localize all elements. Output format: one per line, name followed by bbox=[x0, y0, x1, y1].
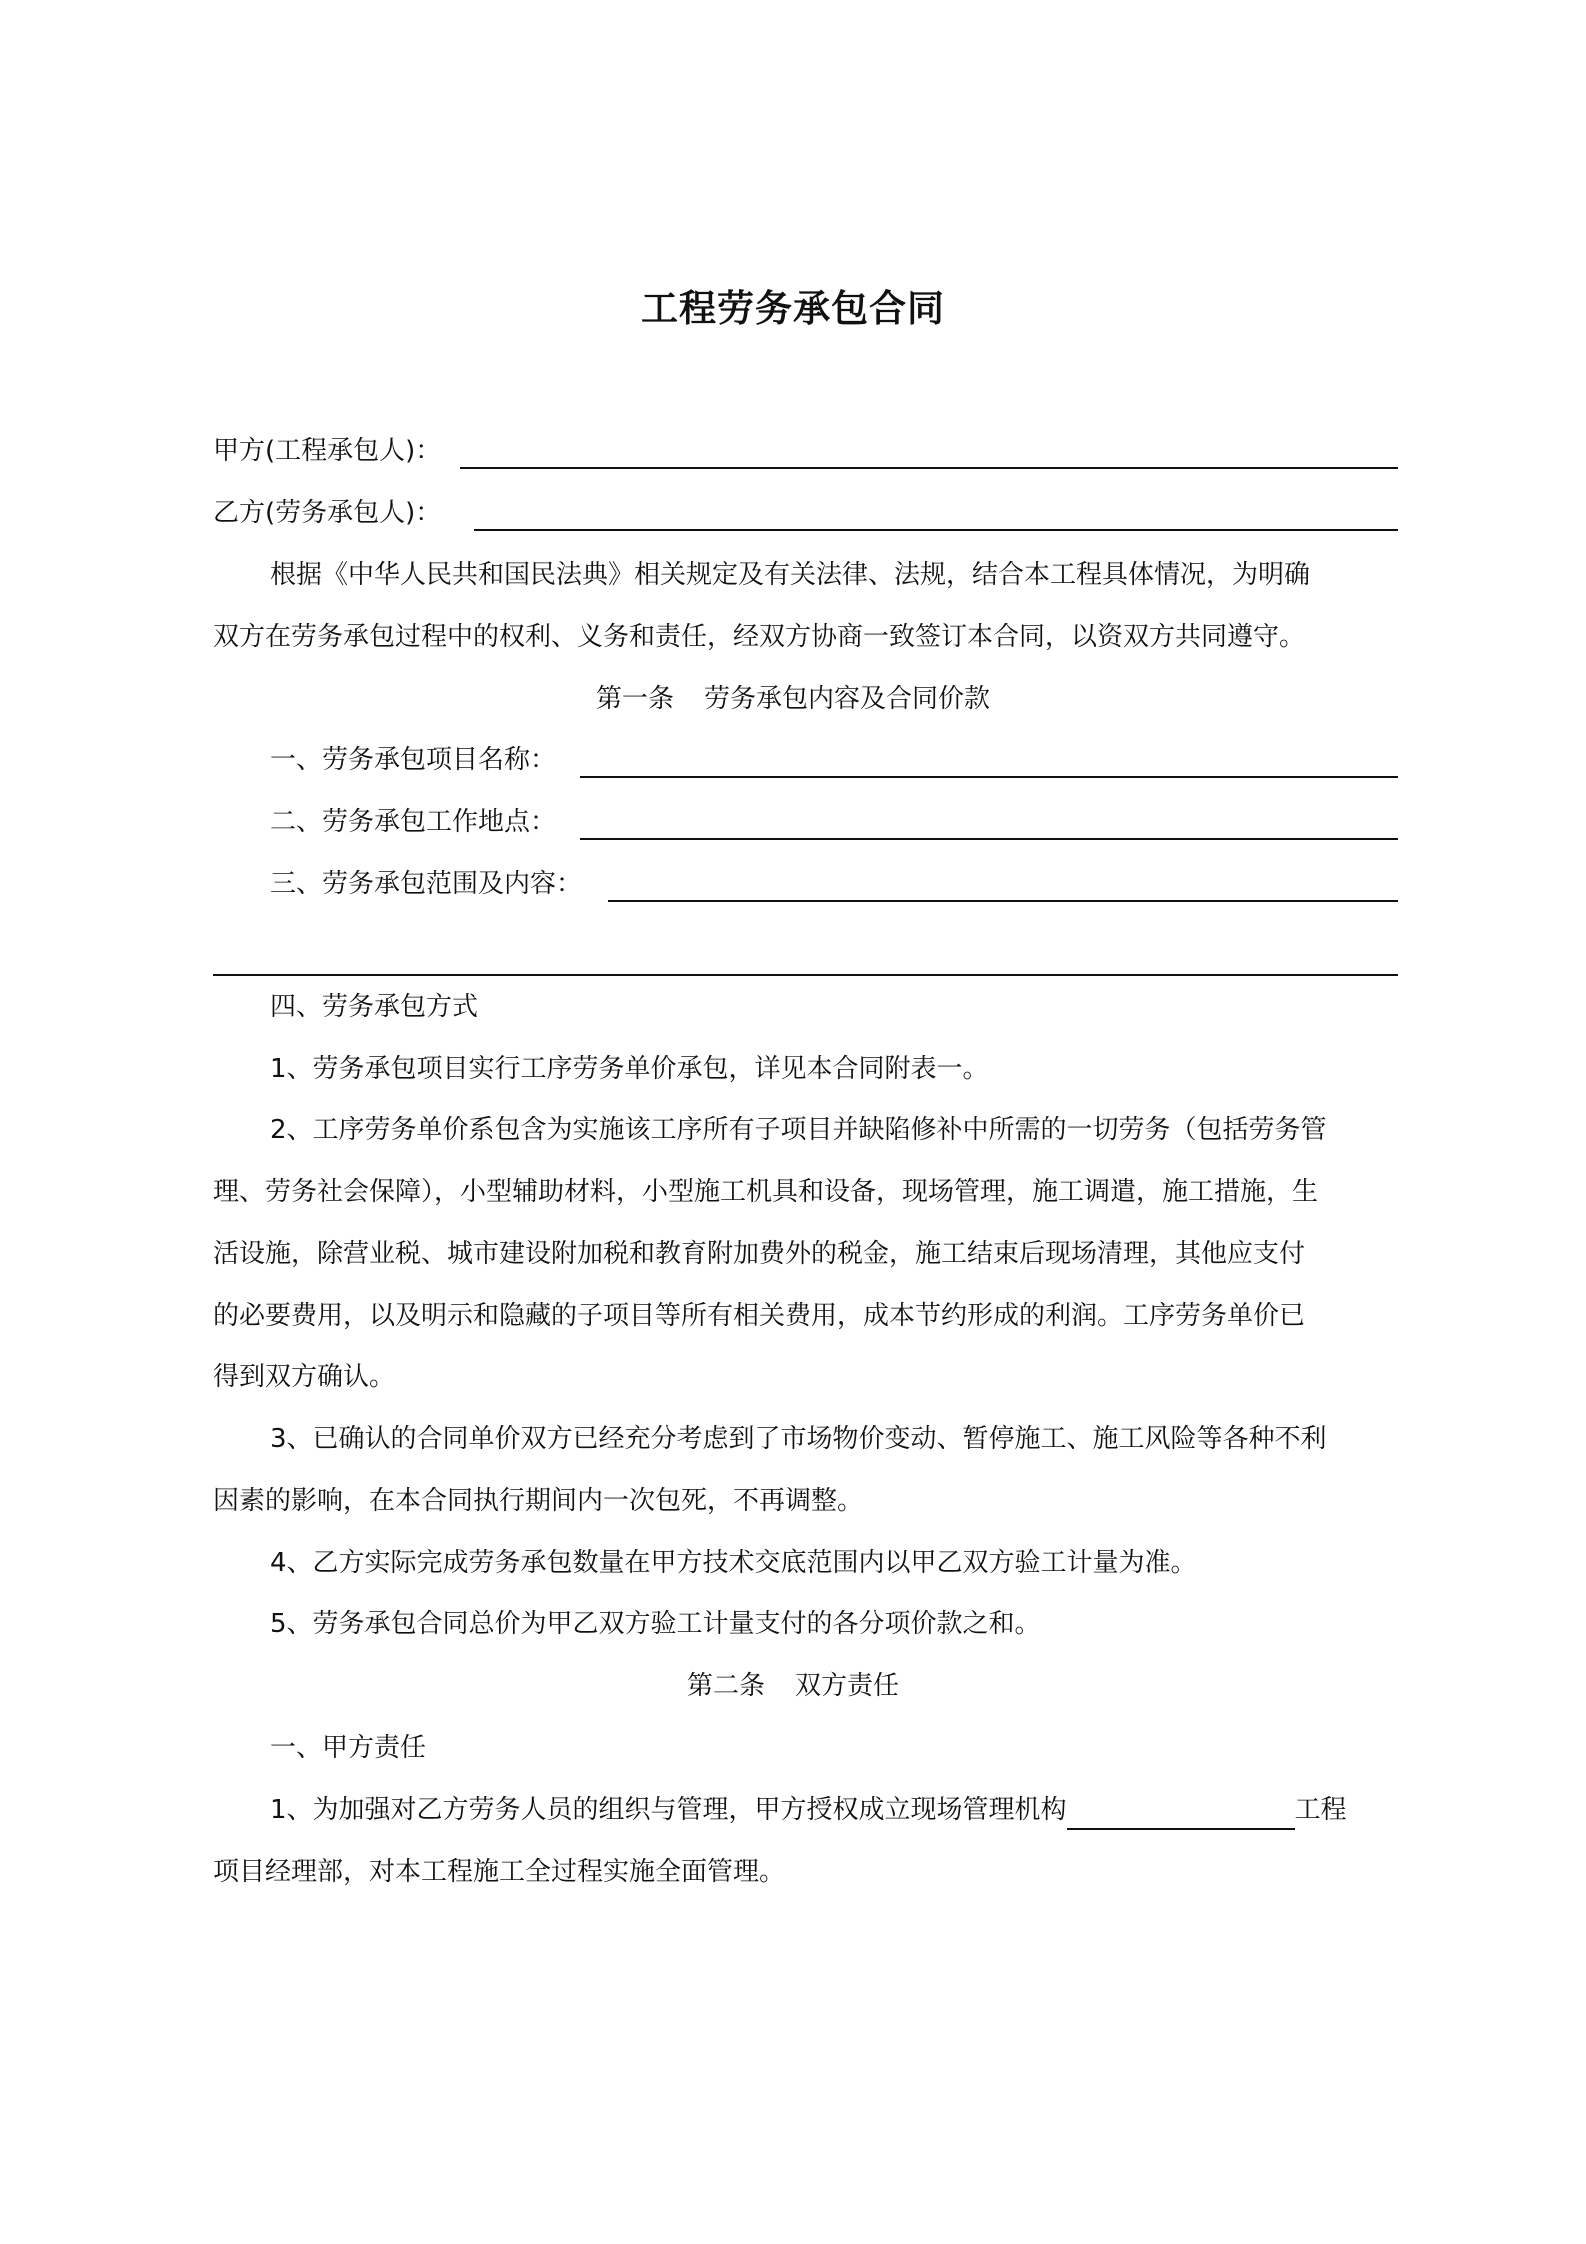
article-1-title: 劳务承包内容及合同价款 bbox=[704, 684, 991, 714]
party-a-label: 甲方(工程承包人)： bbox=[213, 436, 442, 466]
clause-1-2-line-4: 的必要费用，以及明示和隐藏的子项目等所有相关费用，成本节约形成的利润。工序劳务单价已 bbox=[213, 1301, 1306, 1331]
item-contract-method: 四、劳务承包方式 bbox=[270, 992, 479, 1022]
article-2-number: 第二条 bbox=[686, 1671, 765, 1701]
preamble-line-2: 双方在劳务承包过程中的权利、义务和责任，经双方协商一致签订本合同，以资双方共同遵守。 bbox=[213, 622, 1306, 652]
scope-field[interactable] bbox=[608, 900, 1398, 902]
clause-2-1-suffix: 工程 bbox=[1294, 1795, 1347, 1825]
clause-1-1: 1、劳务承包项目实行工序劳务单价承包，详见本合同附表一。 bbox=[270, 1054, 989, 1084]
item-project-name-label: 一、劳务承包项目名称： bbox=[270, 745, 557, 775]
item-scope-label: 三、劳务承包范围及内容： bbox=[270, 869, 583, 899]
clause-2-1-line-2: 项目经理部，对本工程施工全过程实施全面管理。 bbox=[213, 1857, 786, 1887]
clause-1-3-line-1: 3、已确认的合同单价双方已经充分考虑到了市场物价变动、暂停施工、施工风险等各种不利 bbox=[270, 1424, 1327, 1454]
work-location-field[interactable] bbox=[580, 838, 1398, 840]
party-b-field[interactable] bbox=[474, 529, 1398, 531]
clause-1-4: 4、乙方实际完成劳务承包数量在甲方技术交底范围内以甲乙双方验工计量为准。 bbox=[270, 1548, 1197, 1578]
clause-1-2-line-3: 活设施，除营业税、城市建设附加税和教育附加费外的税金，施工结束后现场清理，其他应支付 bbox=[213, 1239, 1306, 1269]
clause-1-2-line-5: 得到双方确认。 bbox=[213, 1362, 396, 1392]
article-1-heading bbox=[0, 679, 1586, 719]
clause-1-2-line-2: 理、劳务社会保障），小型辅助材料，小型施工机具和设备，现场管理，施工调遣，施工措施，生 bbox=[213, 1177, 1319, 1207]
clause-1-2-line-1: 2、工序劳务单价系包含为实施该工序所有子项目并缺陷修补中所需的一切劳务（包括劳务管 bbox=[270, 1115, 1327, 1145]
clause-2-1-line-1 bbox=[270, 1790, 1347, 1830]
management-body-field[interactable] bbox=[1067, 1798, 1295, 1830]
scope-field-line-2[interactable] bbox=[213, 974, 1398, 976]
preamble-line-1: 根据《中华人民共和国民法典》相关规定及有关法律、法规，结合本工程具体情况，为明确 bbox=[270, 560, 1311, 590]
party-a-responsibility-heading: 一、甲方责任 bbox=[270, 1733, 427, 1763]
project-name-field[interactable] bbox=[580, 776, 1398, 778]
article-2-heading bbox=[0, 1666, 1586, 1706]
party-b-label: 乙方(劳务承包人)： bbox=[213, 498, 442, 528]
document-title: 工程劳务承包合同 bbox=[641, 287, 945, 330]
clause-1-3-line-2: 因素的影响，在本合同执行期间内一次包死，不再调整。 bbox=[213, 1486, 864, 1516]
clause-1-5: 5、劳务承包合同总价为甲乙双方验工计量支付的各分项价款之和。 bbox=[270, 1609, 1041, 1639]
article-1-number: 第一条 bbox=[595, 684, 674, 714]
clause-2-1-text: 1、为加强对乙方劳务人员的组织与管理，甲方授权成立现场管理机构 bbox=[270, 1795, 1067, 1825]
item-work-location-label: 二、劳务承包工作地点： bbox=[270, 807, 557, 837]
party-a-field[interactable] bbox=[460, 467, 1398, 469]
article-2-title: 双方责任 bbox=[795, 1671, 900, 1701]
